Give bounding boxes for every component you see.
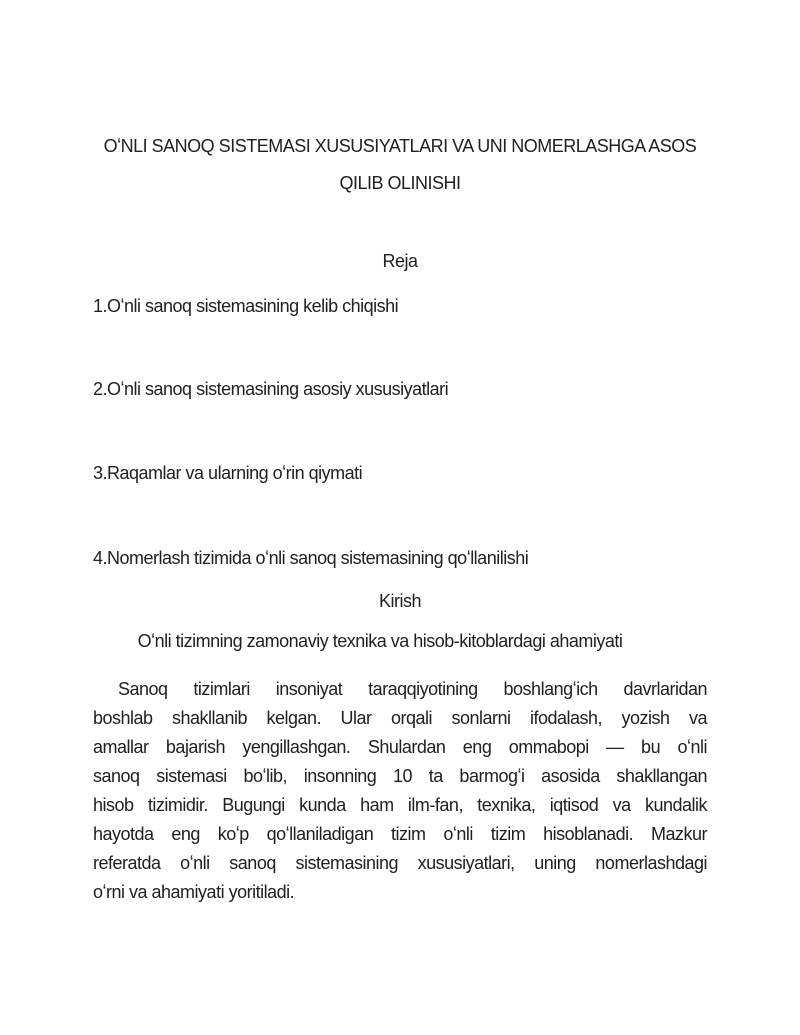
paragraph-line: hisob tizimidir. Bugungi kunda ham ilm-fan, texnika, iqtisod va kundalik — [93, 795, 707, 815]
plan-item-1: 1.Oʻnli sanoq sistemasining kelib chiqishi — [93, 296, 399, 316]
document-title-line-1: OʻNLI SANOQ SISTEMASI XUSUSIYATLARI VA UNI NOMERLASHGA ASOS — [103, 136, 697, 156]
kirish-heading: Kirish — [378, 591, 421, 611]
plan-item-3: 3.Raqamlar va ularning oʻrin qiymati — [93, 463, 363, 483]
paragraph-line: boshlab shakllanib kelgan. Ular orqali sonlarni ifodalash, yozish va — [93, 708, 707, 728]
paragraph-line: amallar bajarish yengillashgan. Shulardan eng ommabopi — bu oʻnli — [93, 737, 707, 757]
reja-heading: Reja — [382, 251, 418, 271]
paragraph-line: sanoq sistemasi boʻlib, insonning 10 ta barmogʻi asosida shakllangan — [93, 766, 707, 786]
plan-item-2: 2.Oʻnli sanoq sistemasining asosiy xususiyatlari — [93, 379, 449, 399]
document-title — [93, 128, 707, 202]
paragraph-line: Sanoq tizimlari insoniyat taraqqiyotining boshlangʻich davrlaridan — [118, 679, 707, 699]
plan-item-4: 4.Nomerlash tizimida oʻnli sanoq sistemasining qoʻllanilishi — [93, 548, 529, 568]
paragraph-line: referatda oʻnli sanoq sistemasining xususiyatlari, uning nomerlashdagi — [93, 853, 707, 873]
document-title-line-2: QILIB OLINISHI — [339, 173, 461, 193]
document-subtitle: Oʻnli tizimning zamonaviy texnika va hisob-kitoblardagi ahamiyati — [137, 631, 623, 651]
intro-paragraph — [93, 675, 707, 907]
paragraph-line: oʻrni va ahamiyati yoritiladi. — [93, 882, 295, 902]
paragraph-line: hayotda eng koʻp qoʻllaniladigan tizim oʻnli tizim hisoblanadi. Mazkur — [93, 824, 707, 844]
